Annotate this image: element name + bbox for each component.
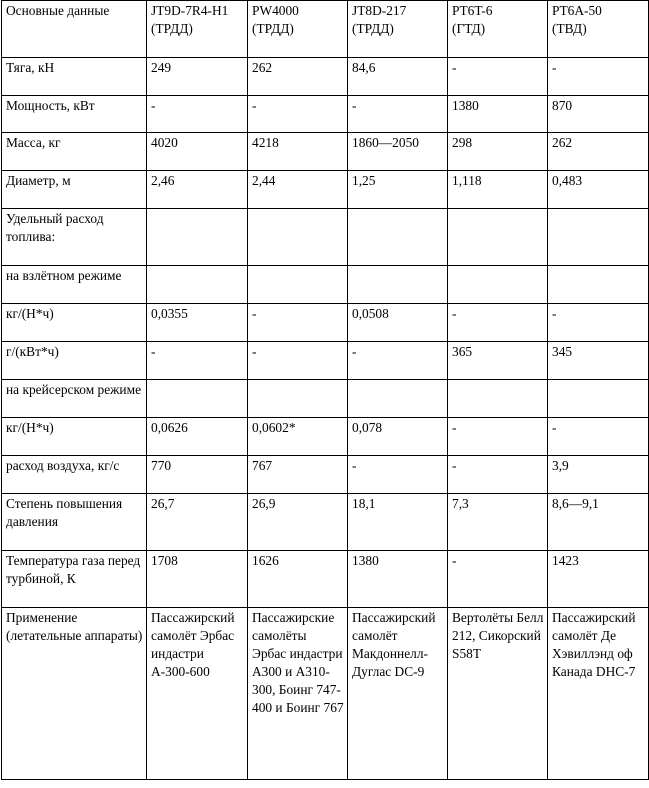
table-cell: -	[448, 58, 548, 96]
table-cell: Пассажирский самолёт Макдоннелл-Дуглас DC-9	[348, 608, 448, 780]
table-cell: 0,0602*	[248, 418, 348, 456]
table-cell: 1626	[248, 551, 348, 608]
table-row	[2, 304, 649, 342]
table-cell	[548, 380, 649, 418]
row-label: Тяга, кН	[2, 58, 147, 96]
table-cell: 262	[548, 133, 649, 171]
table-cell	[147, 266, 248, 304]
table-cell: 84,6	[348, 58, 448, 96]
table-cell	[248, 209, 348, 266]
row-label: расход воздуха, кг/с	[2, 456, 147, 494]
row-label: г/(кВт*ч)	[2, 342, 147, 380]
table-cell: 2,46	[147, 171, 248, 209]
table-cell	[548, 266, 649, 304]
row-label: Степень повышения давления	[2, 494, 147, 551]
header-cell: PT6T-6 (ГТД)	[448, 1, 548, 58]
table-row	[2, 456, 649, 494]
table-cell: -	[448, 551, 548, 608]
table-row	[2, 551, 649, 608]
table-cell: 2,44	[248, 171, 348, 209]
table-cell: 0,483	[548, 171, 649, 209]
table-row	[2, 209, 649, 266]
table-cell: 26,7	[147, 494, 248, 551]
table-cell: 298	[448, 133, 548, 171]
row-label: Мощность, кВт	[2, 96, 147, 133]
table-cell: 767	[248, 456, 348, 494]
table-row	[2, 133, 649, 171]
table-cell: 1860—2050	[348, 133, 448, 171]
row-label: Применение (летательные аппараты)	[2, 608, 147, 780]
table-cell: -	[548, 58, 649, 96]
row-label: на взлётном режиме	[2, 266, 147, 304]
table-cell: 1708	[147, 551, 248, 608]
table-row	[2, 342, 649, 380]
row-label: на крейсерском режиме	[2, 380, 147, 418]
table-row	[2, 58, 649, 96]
table-cell: -	[348, 96, 448, 133]
header-cell: JT9D-7R4-H1 (ТРДД)	[147, 1, 248, 58]
table-cell	[147, 380, 248, 418]
table-cell: 0,0508	[348, 304, 448, 342]
table-cell: 1423	[548, 551, 649, 608]
table-cell: 7,3	[448, 494, 548, 551]
table-cell: -	[147, 342, 248, 380]
table-cell: Пассажирский самолёт Де Хэвиллэнд оф Канада DHC-7	[548, 608, 649, 780]
table-cell: 770	[147, 456, 248, 494]
table-cell: Пассажирский самолёт Эрбас индастри А-300-600	[147, 608, 248, 780]
table-cell: 1,118	[448, 171, 548, 209]
table-cell: 1380	[348, 551, 448, 608]
table-cell	[248, 380, 348, 418]
table-cell: 4020	[147, 133, 248, 171]
table-row	[2, 494, 649, 551]
table-row	[2, 418, 649, 456]
table-cell	[248, 266, 348, 304]
header-row	[2, 1, 649, 58]
table-cell	[348, 380, 448, 418]
table-cell: Вертолёты Белл 212, Сикорский S58T	[448, 608, 548, 780]
table-cell: 870	[548, 96, 649, 133]
row-label: Удельный расход топлива:	[2, 209, 147, 266]
header-cell: PT6A-50 (ТВД)	[548, 1, 649, 58]
table-cell: -	[548, 304, 649, 342]
table-cell: -	[548, 418, 649, 456]
row-label: Масса, кг	[2, 133, 147, 171]
table-cell: 0,0626	[147, 418, 248, 456]
row-label: Температура газа перед турбиной, К	[2, 551, 147, 608]
table-cell	[348, 266, 448, 304]
table-cell: 8,6—9,1	[548, 494, 649, 551]
table-cell	[448, 266, 548, 304]
header-cell: JT8D-217 (ТРДД)	[348, 1, 448, 58]
table-cell: 249	[147, 58, 248, 96]
table-cell: -	[448, 304, 548, 342]
header-cell: Основные данные	[2, 1, 147, 58]
table-row	[2, 96, 649, 133]
table-cell: 0,078	[348, 418, 448, 456]
table-cell: 26,9	[248, 494, 348, 551]
table-cell: 262	[248, 58, 348, 96]
table-row	[2, 608, 649, 780]
table-row	[2, 171, 649, 209]
table-row	[2, 380, 649, 418]
table-cell: 1,25	[348, 171, 448, 209]
table-cell	[548, 209, 649, 266]
table-cell: -	[147, 96, 248, 133]
row-label: кг/(Н*ч)	[2, 304, 147, 342]
header-cell: PW4000 (ТРДД)	[248, 1, 348, 58]
table-cell: 0,0355	[147, 304, 248, 342]
table-cell: 1380	[448, 96, 548, 133]
table-cell: 4218	[248, 133, 348, 171]
table-cell: -	[248, 342, 348, 380]
row-label: кг/(Н*ч)	[2, 418, 147, 456]
table-cell: 18,1	[348, 494, 448, 551]
table-cell	[348, 209, 448, 266]
table-row	[2, 266, 649, 304]
table-cell: -	[248, 304, 348, 342]
table-cell: 345	[548, 342, 649, 380]
row-label: Диаметр, м	[2, 171, 147, 209]
table-cell: -	[348, 342, 448, 380]
table-cell: -	[448, 456, 548, 494]
table-cell: -	[448, 418, 548, 456]
table-cell: -	[348, 456, 448, 494]
table-cell: Пассажирские самолёты Эрбас индастри А300 и А310-300, Боинг 747-400 и Боинг 767	[248, 608, 348, 780]
table-cell: 3,9	[548, 456, 649, 494]
engine-specs-body	[2, 1, 649, 780]
table-cell	[448, 209, 548, 266]
table-cell: 365	[448, 342, 548, 380]
table-cell	[448, 380, 548, 418]
table-cell: -	[248, 96, 348, 133]
engine-specs-table	[1, 0, 649, 780]
table-cell	[147, 209, 248, 266]
